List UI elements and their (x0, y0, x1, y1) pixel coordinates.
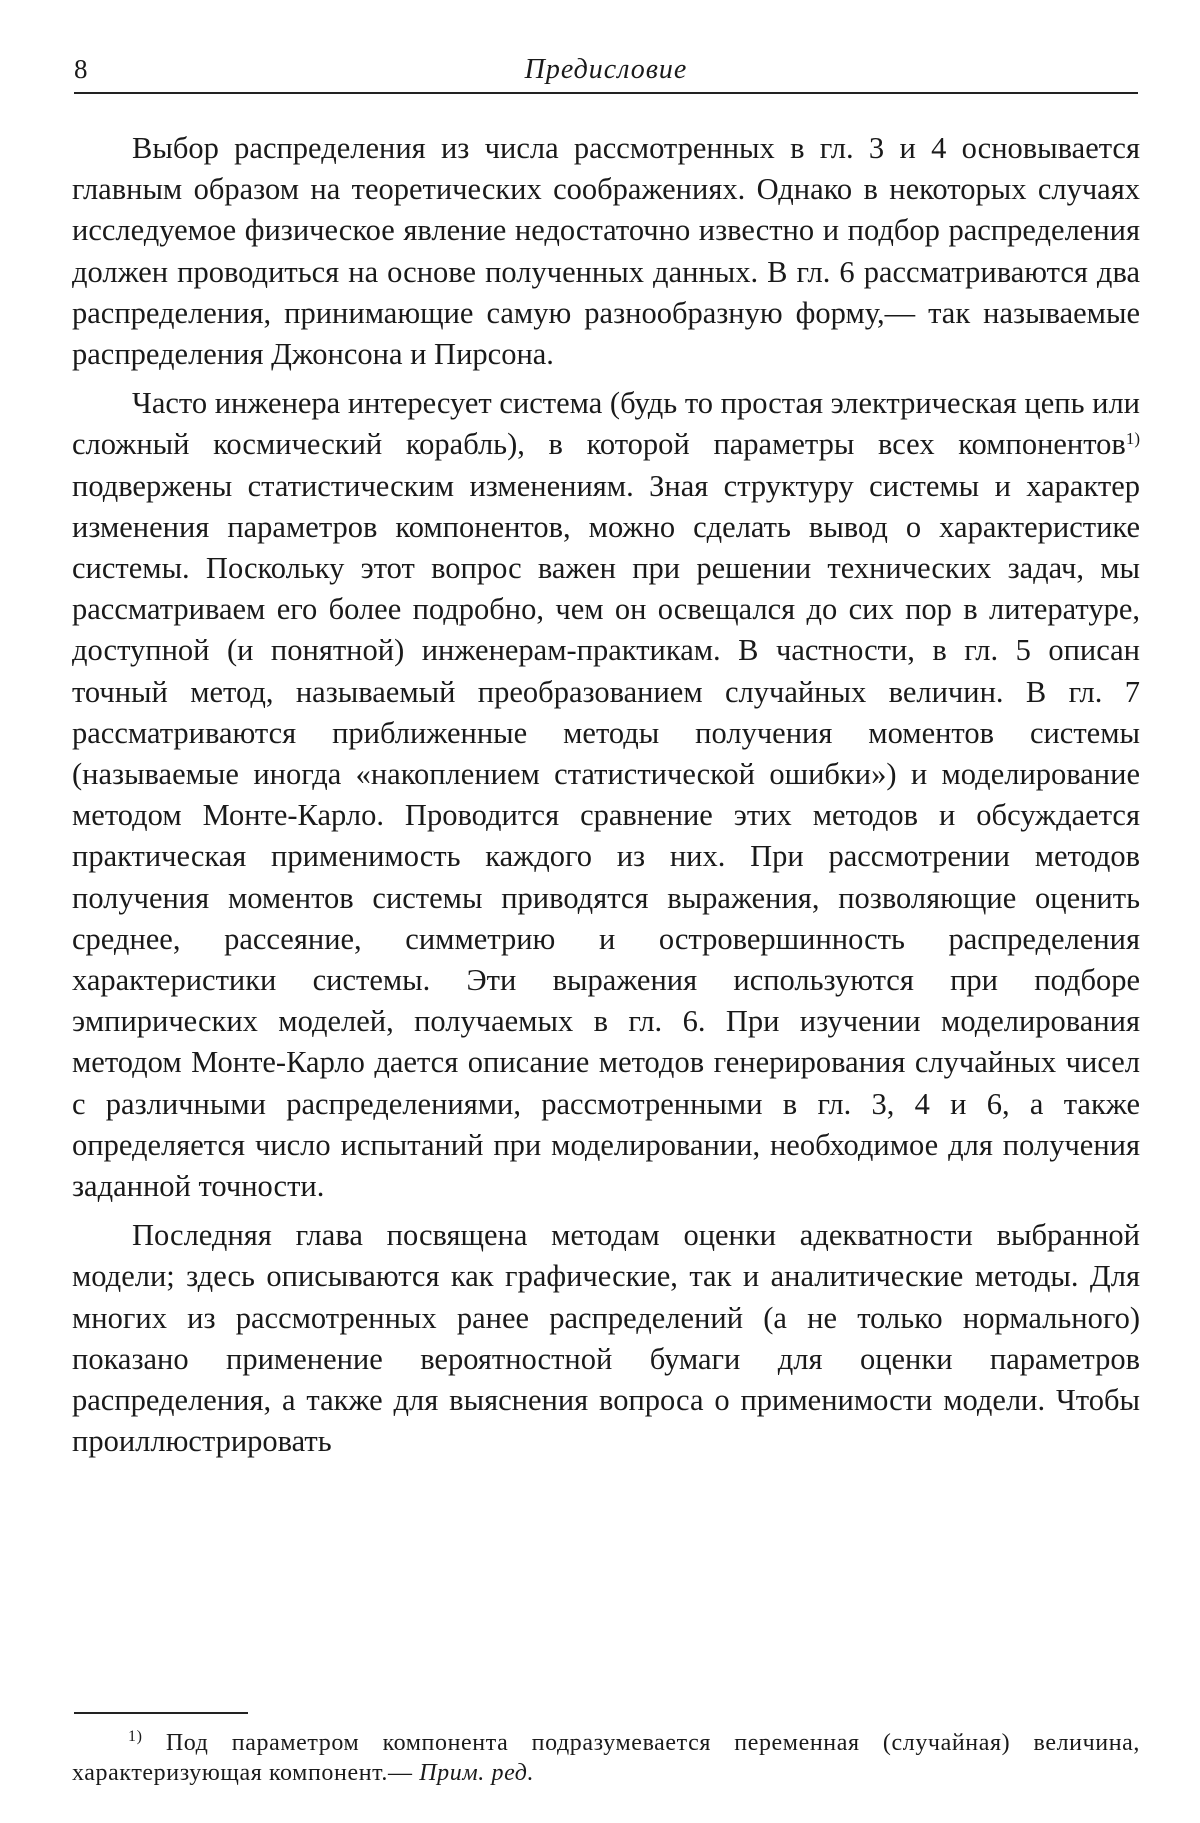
footnote-mark: 1) (128, 1728, 143, 1745)
footnote-rule (74, 1712, 248, 1714)
page-number: 8 (74, 54, 88, 84)
running-title: Предисловие (524, 54, 688, 85)
page-header (74, 48, 1138, 92)
paragraph-2-rest: подвержены статистическим изменениям. Зная структуру системы и характер изменения параметров компонентов, можно сделать вывод о характеристике системы. Поскольку этот вопрос важен при решении технических задач, мы рассматриваем его более подробно, чем он освещался до сих пор в литературе, доступной (и понятной) инженерам-практикам. В частности, в гл. 5 описан точный метод, называемый преобразованием случайных величин. В гл. 7 рассматриваются приближенные методы получения моментов системы (называемые иногда «накоплением статистической ошибки») и моделирование методом Монте-Карло. Проводится сравнение этих методов и обсуждается практическая применимость каждого из них. При рассмотрении методов получения моментов системы приводятся выражения, позволяющие оценить среднее, рассеяние, симметрию и островершинность распределения характеристики системы. Эти выражения используются при подборе эмпирических моделей, получаемых в гл. 6. При изучении моделирования методом Монте-Карло дается описание методов генерирования случайных чисел с различными распределениями, рассмотренными в гл. 3, 4 и 6, а также определяется число испытаний при моделировании, необходимое для получения заданной точности. (72, 468, 1140, 1204)
footnote (72, 1722, 1140, 1788)
paragraph-2-start: Часто инженера интересует система (будь то простая электрическая цепь или сложный космический корабль), в которой параметры всех компонентов (72, 386, 1140, 462)
footnote-text: Под параметром компонента подразумевается переменная (случайная) величина, характеризующая компонент.— (72, 1730, 1140, 1786)
paragraph-1: Выбор распределения из числа рассмотренных в гл. 3 и 4 основывается главным образом на теоретических соображениях. Однако в некоторых случаях исследуемое физическое явление недостаточно известно и подбор распределения должен проводиться на основе полученных данных. В гл. 6 рассматриваются два распределения, принимающие самую разнообразную форму,— так называемые распределения Джонсона и Пирсона. (72, 131, 1140, 372)
header-rule (74, 92, 1138, 94)
footnote-reference: 1) (1125, 429, 1140, 449)
main-text (72, 128, 1140, 1471)
paragraph-2 (72, 383, 1140, 1207)
footnote-editor-note: Прим. ред. (419, 1760, 535, 1786)
paragraph-3: Последняя глава посвящена методам оценки адекватности выбранной модели; здесь описываются как графические, так и аналитические методы. Для многих из рассмотренных ранее распределений (а не только нормального) показано применение вероятностной бумаги для оценки параметров распределения, а также для выяснения вопроса о применимости модели. Чтобы проиллюстрировать (72, 1218, 1140, 1459)
